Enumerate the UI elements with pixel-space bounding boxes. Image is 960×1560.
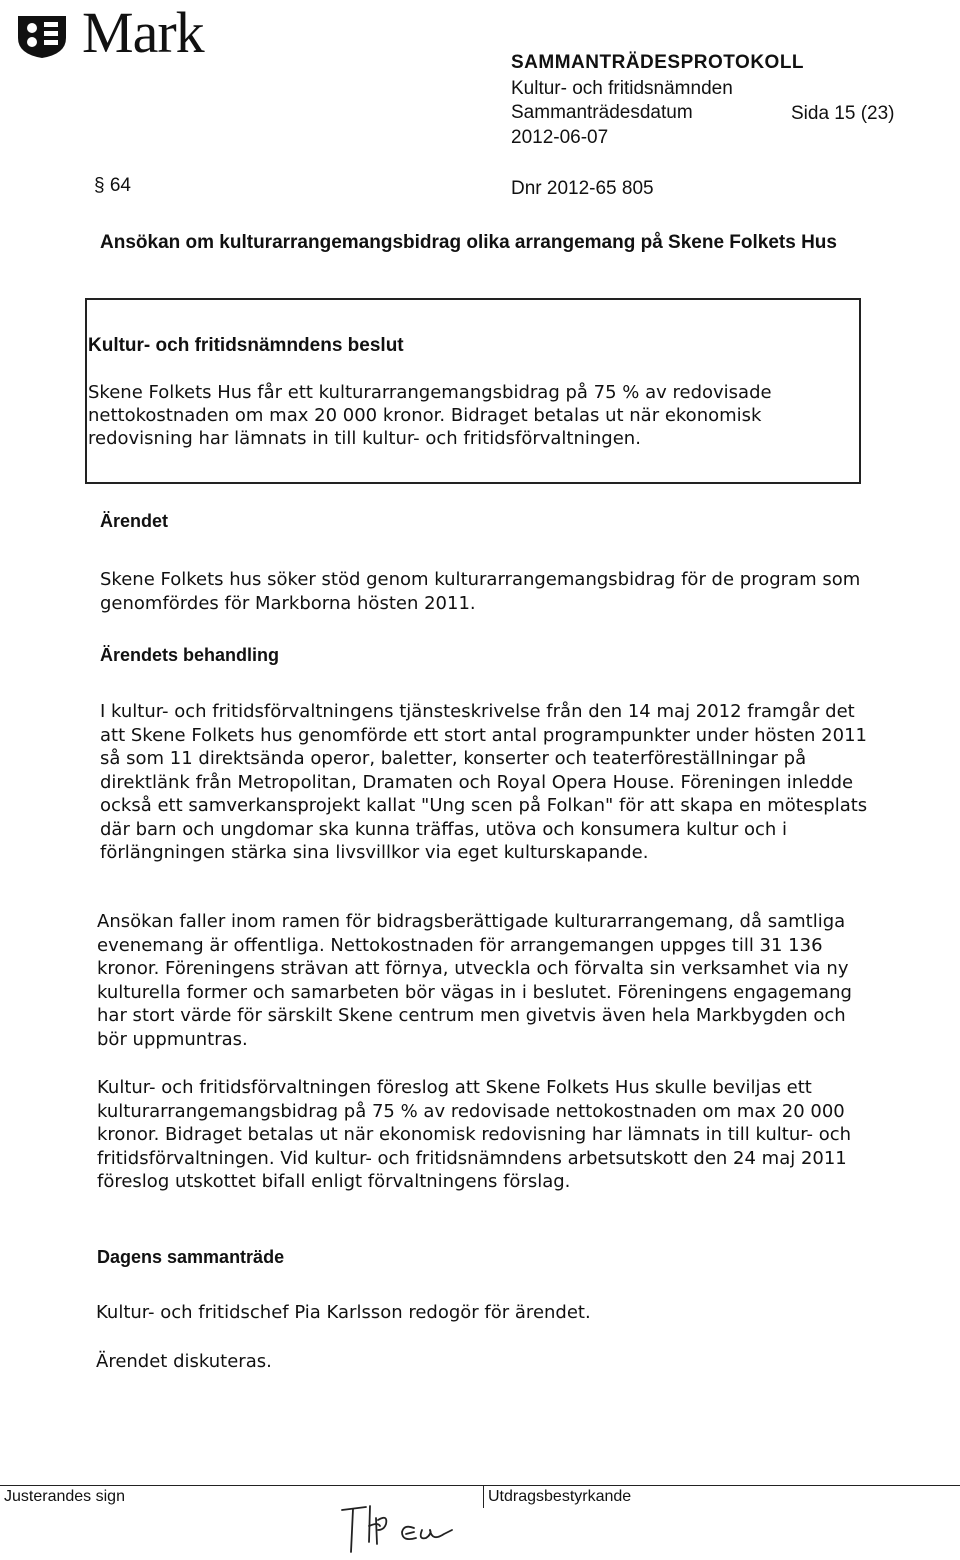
dagens-paragraph-2: Ärendet diskuteras.	[96, 1351, 272, 1372]
behandling-paragraph-2: Ansökan faller inom ramen för bidragsberättigade kulturarrangemang, då samtliga evenemang är offentliga. Nettokostnaden för arrangemangen uppges till 31 136 kronor. Föreningens strävan att förnya, utveckla och förvalta sin verksamhet via ny kulturella former och samarbeten bör vägas in i beslutet. Föreningens engagemang har stort värde för särskilt Skene centrum men givetvis även hela Markbygden och bör uppmuntras.	[97, 911, 852, 1050]
paragraph-number: § 64	[94, 175, 131, 196]
meeting-date-label: Sammanträdesdatum	[511, 102, 693, 123]
footer-rule	[0, 1485, 960, 1486]
document-type: SAMMANTRÄDESPROTOKOLL	[511, 52, 805, 73]
justerandes-sign-label: Justerandes sign	[4, 1488, 125, 1505]
page-number: Sida 15 (23)	[791, 103, 895, 124]
case-number: Dnr 2012-65 805	[511, 178, 654, 199]
meeting-date: 2012-06-07	[511, 127, 609, 148]
utdragsbestyrkande-label: Utdragsbestyrkande	[488, 1488, 632, 1505]
decision-text: Skene Folkets Hus får ett kulturarrangemangsbidrag på 75 % av redovisade nettokostnaden om max 20 000 kronor. Bidraget betalas ut när ekonomisk redovisning har lämnats in till kultur- och fritidsförvaltningen.	[88, 382, 772, 449]
behandling-heading: Ärendets behandling	[100, 645, 280, 665]
behandling-paragraph-3: Kultur- och fritidsförvaltningen föreslog att Skene Folkets Hus skulle beviljas ett kulturarrangemangsbidrag på 75 % av redovisade nettokostnaden om max 20 000 kronor. Bidraget betalas ut när ekonomisk redovisning har lämnats in till kultur- och fritidsförvaltningen. Vid kultur- och fritidsnämndens arbetsutskott den 24 maj 2011 föreslog utskottet bifall enligt förvaltningens förslag.	[97, 1077, 852, 1192]
decision-heading: Kultur- och fritidsnämndens beslut	[88, 335, 404, 356]
municipality-wordmark: Mark	[82, 0, 204, 65]
committee-name: Kultur- och fritidsnämnden	[511, 78, 733, 99]
dagens-heading: Dagens sammanträde	[97, 1247, 285, 1267]
behandling-paragraph-1: I kultur- och fritidsförvaltningens tjänsteskrivelse från den 14 maj 2012 framgår det att Skene Folkets hus genomförde ett stort antal programpunkter under hösten 2011 så som 11 direktsända operor, baletter, konserter och teaterföreställningar på direktlänk från Metropolitan, Dramaten och Royal Opera House. Föreningen inledde också ett samverkansprojekt kallat "Ung scen på Folkan" för att skapa en mötesplats där barn och ungdomar ska kunna träffas, utöva och konsumera kultur och i förlängningen stärka sina livsvillkor via eget kulturskapande.	[100, 701, 868, 863]
arendet-heading: Ärendet	[100, 511, 169, 531]
dagens-paragraph-1: Kultur- och fritidschef Pia Karlsson redogör för ärendet.	[96, 1302, 591, 1323]
case-title: Ansökan om kulturarrangemangsbidrag olika arrangemang på Skene Folkets Hus	[100, 232, 837, 253]
arendet-text: Skene Folkets hus söker stöd genom kulturarrangemangsbidrag för de program som genomfördes för Markborna hösten 2011.	[100, 569, 861, 614]
municipality-crest-icon	[14, 12, 70, 60]
footer-divider	[483, 1486, 484, 1508]
handwritten-signature-icon	[340, 1500, 470, 1558]
